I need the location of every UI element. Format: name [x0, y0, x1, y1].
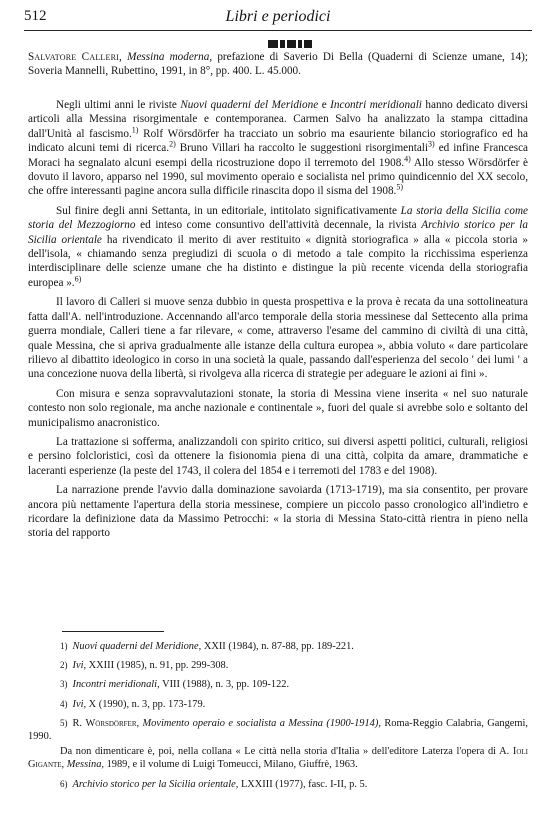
footnote-1: [28, 640, 528, 653]
ornament-icon: [268, 38, 312, 49]
footnote-author: Wörsdörfer,: [85, 717, 140, 729]
footnote-4: [28, 698, 528, 711]
text-run: Rolf Wörsdörfer ha tracciato un sobrio ma esauriente bilancio storiografico ed ha indicato alcuni temi di ricerca.: [28, 127, 528, 155]
footnote-3: [28, 678, 528, 691]
footnote-divider: [62, 631, 164, 632]
footnote-text: X (1990), n. 3, pp. 173-179.: [86, 698, 206, 710]
footnote-title: Movimento operaio e socialista a Messina (1900-1914),: [139, 717, 381, 729]
text-run: hanno dedicato diversi articoli alla Messina risorgimentale e contemporanea. Carmen Salvo ha analizzato la stampa cittadina dall'Unità al fascismo.: [28, 99, 529, 140]
footnote-ref: 6): [74, 274, 82, 284]
footnote-number: 4): [60, 698, 68, 709]
paragraph-6: La narrazione prende l'avvio dalla dominazione savoiarda (1713-1719), ma sia consentito, per provare ancora più nettamente l'apertura della storia messinese, compiere un piccolo passo cronologico all'indietro e ricordare la definizione data da Massimo Petrocchi: « la storia di Messina Stato-città rientra in pieno nella storia del rapporto: [28, 484, 528, 540]
footnote-ref: 2): [169, 139, 176, 149]
footnote-text: VIII (1988), n. 3, pp. 109-122.: [159, 679, 290, 691]
footnote-ref: 4): [404, 153, 411, 163]
text-run: Sul finire degli anni Settanta, in un editoriale, intitolato significativamente: [56, 204, 397, 217]
footnote-title: Ivi,: [72, 660, 87, 672]
text-run: ed inteso come consuntivo dell'attività decennale, la rivista: [140, 219, 417, 232]
running-title: Libri e periodici: [225, 8, 331, 25]
footnote-number: 5): [60, 717, 68, 728]
text-run: ed infine Francesca Moraci ha segnalato alcuni esempi della ricostruzione dopo il terremoto del 1908.: [28, 142, 529, 169]
footnote-text: Roma-Reggio Calabria, Gangemi, 1990.: [28, 717, 528, 743]
footnote-text: 1989, e il volume di Luigi Tomeucci, Milano, Giuffrè, 1963.: [103, 759, 358, 771]
paragraph-1: [28, 98, 528, 199]
footnote-5-continued: [28, 745, 528, 771]
footnote-ref: 5): [396, 182, 404, 192]
review-title: Messina moderna,: [127, 51, 213, 63]
footnote-text: XXIII (1985), n. 91, pp. 299-308.: [86, 660, 229, 672]
editorial-title: La storia della Sicilia come storia del Mezzogiorno: [28, 204, 528, 232]
footnote-title: Incontri meridionali,: [72, 679, 160, 691]
footnote-number: 3): [60, 679, 68, 690]
footnote-ref: 1): [131, 125, 139, 135]
footnote-number: 6): [60, 778, 68, 789]
paragraph-2: [28, 204, 528, 290]
journal-title: Archivio storico per la Sicilia orientale: [28, 219, 528, 246]
review-body: [28, 98, 528, 546]
paragraph-4: Con misura e senza sopravvalutazioni stonate, la storia di Messina viene inserita « nel suo naturale contesto non solo regionale, ma anche nazionale e continentale », fuori del quale si avrebbe solo e soltanto del municipalismo anacronistico.: [28, 387, 528, 429]
running-header: [24, 8, 532, 31]
review-citation: [28, 50, 528, 78]
text-run: Negli ultimi anni le riviste: [56, 99, 177, 111]
text-run: e: [321, 99, 327, 111]
footnote-title: Nuovi quaderni del Meridione,: [72, 641, 202, 652]
journal-title: Nuovi quaderni del Meridione: [180, 99, 319, 111]
footnote-text: Da non dimenticare è, poi, nella collana « Le città nella storia d'Italia » dell'editore Laterza l'opera di A.: [60, 746, 510, 758]
footnote-text: R.: [72, 717, 86, 729]
footnote-ref: 3): [428, 139, 435, 149]
paragraph-3: Il lavoro di Calleri si muove senza dubbio in questa prospettiva e la prova è recata da una sottolineatura fatta dall'A. nell'introduzione. Accennando all'arco temporale della storia messinese dal Settecento alla prima guerra mondiale, Calleri tiene a far rilevare, « come, attraverso l'esame del cammino di civiltà di una città, quale Messina, che si apriva gradualmente alle istanze della cultura europea », abbia voluto « dare particolare rilievo al dibattito ideologico in corso in una società la quale, passando dall'esperienza del secolo ' dei lumi ' a una concezione nuova della libertà, si rivolgeva alla ricerca di strategie per adeguare le azioni ai fini ».: [28, 296, 528, 381]
text-run: Bruno Villari ha raccolto le suggestioni risorgimentali: [179, 142, 429, 155]
page-number: 512: [24, 8, 47, 24]
journal-title: Incontri meridionali: [330, 99, 422, 111]
footnote-title: Ivi,: [72, 698, 87, 710]
footnote-2: [28, 659, 528, 672]
paragraph-5: La trattazione si sofferma, analizzandoli con spirito critico, sui diversi aspetti politici, culturali, religiosi e persino folcloristici, così da ottenere la fisionomia piena di una città, colpita da amare, drammatiche e laceranti esperienze (la peste del 1743, il colera del 1854 e i terremoti del 1783 e del 1908).: [28, 435, 528, 477]
footnote-text: XXII (1984), n. 87-88, pp. 189-221.: [201, 641, 354, 652]
footnotes: [28, 640, 528, 797]
footnote-6: [28, 778, 528, 791]
footnote-title: Messina,: [64, 759, 104, 771]
text-run: Allo stesso Wörsdörfer è dovuto il lavoro, apparso nel 1990, sul movimento operaio e socialista nel primo quindicennio del XX secolo, che offre interessanti pagine ancora sulla difficile rinascita dopo il sisma del 1908.: [28, 156, 528, 198]
review-details: prefazione di Saverio Di Bella (Quaderni di Scienze umane, 14); Soveria Mannelli, Rubettino, 1991, in 8°, pp. 400. L. 45.000.: [28, 51, 529, 77]
footnote-title: Archivio storico per la Sicilia orientale,: [72, 778, 239, 790]
footnote-5: [28, 717, 528, 743]
footnote-number: 2): [60, 660, 68, 671]
text-run: ha rivendicato il merito di aver restituito « dignità storiografica » alla « piccola storia » dell'isola, « chiamando senza pregiudizi di scuola o di metodo a tale compito la ricchissima esperienza interdisciplinare delle scienze umane che ha distinto e distingue la più recente vicenda della storiografia europea ».: [28, 233, 529, 289]
footnote-number: 1): [60, 641, 68, 651]
footnote-author: Ioli Gigante,: [28, 746, 528, 771]
review-author: Salvatore Calleri,: [28, 51, 122, 63]
footnote-text: LXXIII (1977), fasc. I-II, p. 5.: [238, 778, 368, 790]
